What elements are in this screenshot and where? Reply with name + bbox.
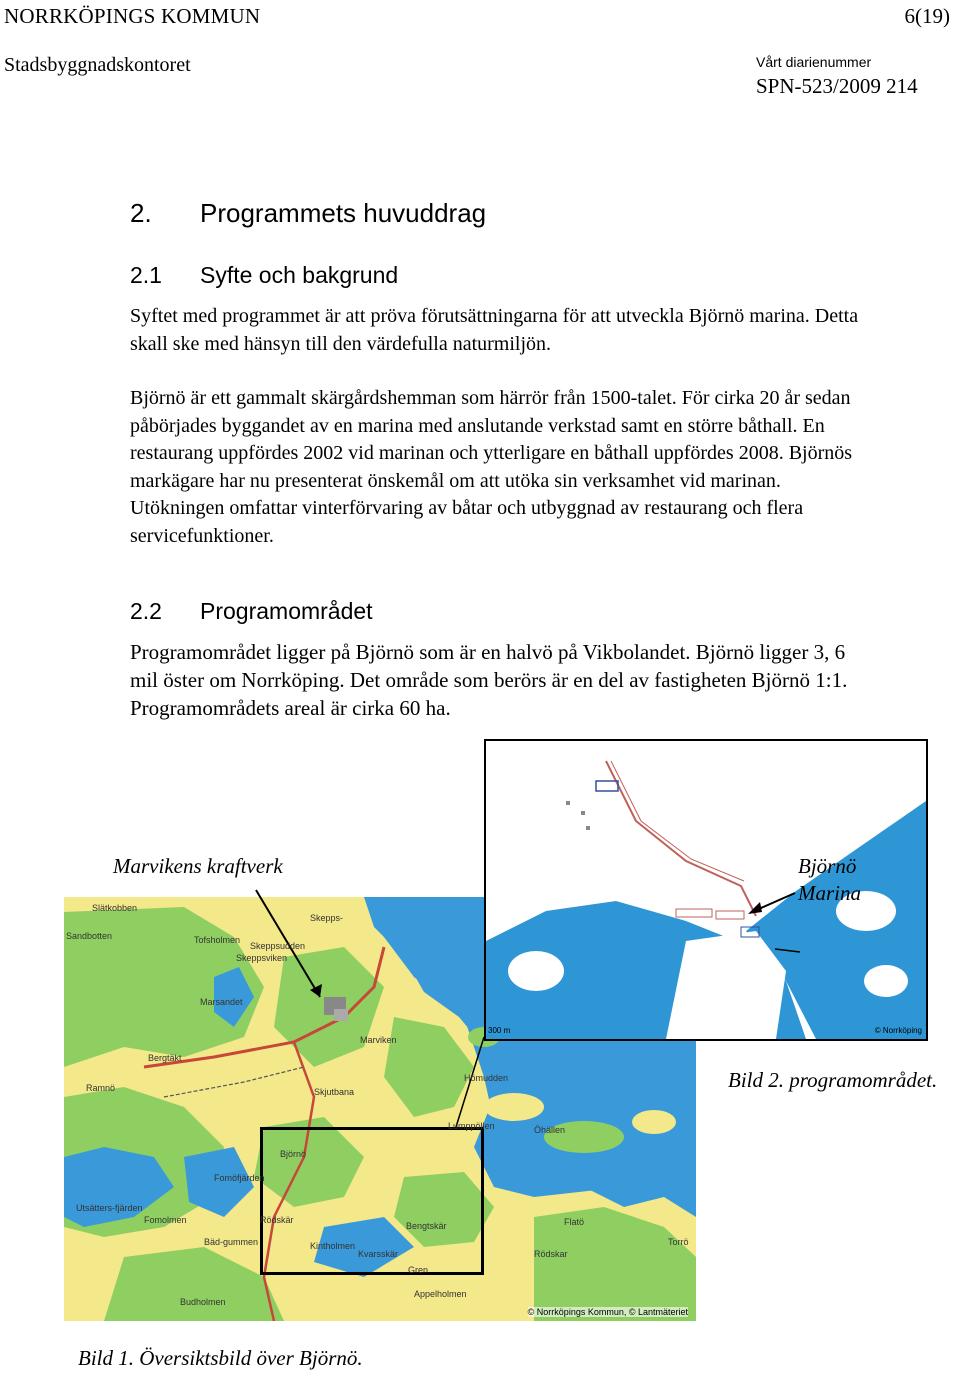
section-title: Programmets huvuddrag [200, 198, 487, 228]
place-name: Sandbotten [66, 931, 113, 941]
place-name: Torrö [668, 1237, 689, 1247]
place-name: Ramnö [86, 1083, 116, 1093]
place-name: Kvarsskär [358, 1249, 399, 1259]
overview-copyright: © Norrköpings Kommun, © Lantmäteriet [527, 1307, 688, 1317]
detail-copyright: © Norrköping [874, 1026, 922, 1035]
place-name: Tofsholmen [194, 935, 241, 945]
label-marina-line2: Marina [798, 881, 861, 905]
place-name: Björnö [280, 1149, 307, 1159]
place-name: Marviken [360, 1035, 397, 1045]
place-name: Lumppöllen [448, 1121, 495, 1131]
place-name: Skeppsudden [250, 941, 306, 951]
place-name: Gren [408, 1265, 429, 1275]
place-name: Kintholmen [310, 1241, 356, 1251]
label-kraftverk: Marvikens kraftverk [113, 854, 283, 878]
place-name: Fomöfjärden [214, 1173, 265, 1183]
section-title: Syfte och bakgrund [200, 262, 399, 288]
place-name: Budholmen [180, 1297, 226, 1307]
place-name: Skepps- [310, 913, 344, 923]
paragraph-program-area: Programområdet ligger på Björnö som är en halvö på Vikbolandet. Björnö ligger 3, 6 mil öster om Norrköping. Det område som berörs är en del av fastigheten Björnö 1:1. Programområdets areal är cirka 60 ha. [130, 640, 848, 720]
section-number: 2.1 [130, 262, 162, 288]
place-name: Bergtäkt [148, 1053, 182, 1063]
section-number: 2. [130, 198, 152, 228]
page-number: 6(19) [904, 4, 950, 28]
label-bjorno-marina [798, 853, 861, 907]
label-marina-line1: Björnö [798, 854, 857, 878]
place-name: Skeppsviken [236, 953, 288, 963]
reference-label: Vårt diarienummer [756, 54, 872, 70]
place-name: Fomolmen [144, 1215, 187, 1225]
place-name: Utsätters-fjärden [76, 1203, 143, 1213]
caption-bild2: Bild 2. programområdet. [728, 1068, 938, 1092]
place-name: Flatö [564, 1217, 585, 1227]
place-name: Marsandet [200, 997, 243, 1007]
header-organization: NORRKÖPINGS KOMMUN [4, 4, 261, 28]
place-name: Slätkobben [92, 903, 138, 913]
caption-bild1: Bild 1. Översiktsbild över Björnö. [78, 1346, 363, 1370]
place-name: Bengtskär [406, 1221, 447, 1231]
place-name: Rödskär [260, 1215, 294, 1225]
reference-number: SPN-523/2009 214 [756, 74, 918, 98]
place-name: Rödskar [534, 1249, 568, 1259]
place-name: Bäd-gummen [204, 1237, 259, 1247]
section-number: 2.2 [130, 598, 162, 624]
header-department: Stadsbyggnadskontoret [4, 54, 191, 76]
paragraph-background: Björnö är ett gammalt skärgårdshemman som härrör från 1500-talet. För cirka 20 år sedan påbörjades byggandet av en marina med anslutande verkstad samt en större båthall. En restaurang uppfördes 2002 vid marinan och ytterligare en båthall uppfördes 2008. Björnös markägare har nu presenterat önskemål om att utöka sin verksamhet vid marinan. Utökningen omfattar vinterförvaring av båtar och utbyggnad av restaurang och flera servicefunktioner. [130, 387, 853, 547]
place-name: Skjutbana [314, 1087, 355, 1097]
section-title: Programområdet [200, 598, 373, 624]
place-name: Hömudden [464, 1073, 509, 1083]
place-name: Öhällen [534, 1125, 566, 1135]
detail-scale: 300 m [488, 1026, 511, 1035]
place-name: Appelholmen [414, 1289, 467, 1299]
paragraph-purpose: Syftet med programmet är att pröva förutsättningarna för att utveckla Björnö marina. Detta skall ske med hänsyn till den värdefulla naturmiljön. [130, 305, 859, 355]
